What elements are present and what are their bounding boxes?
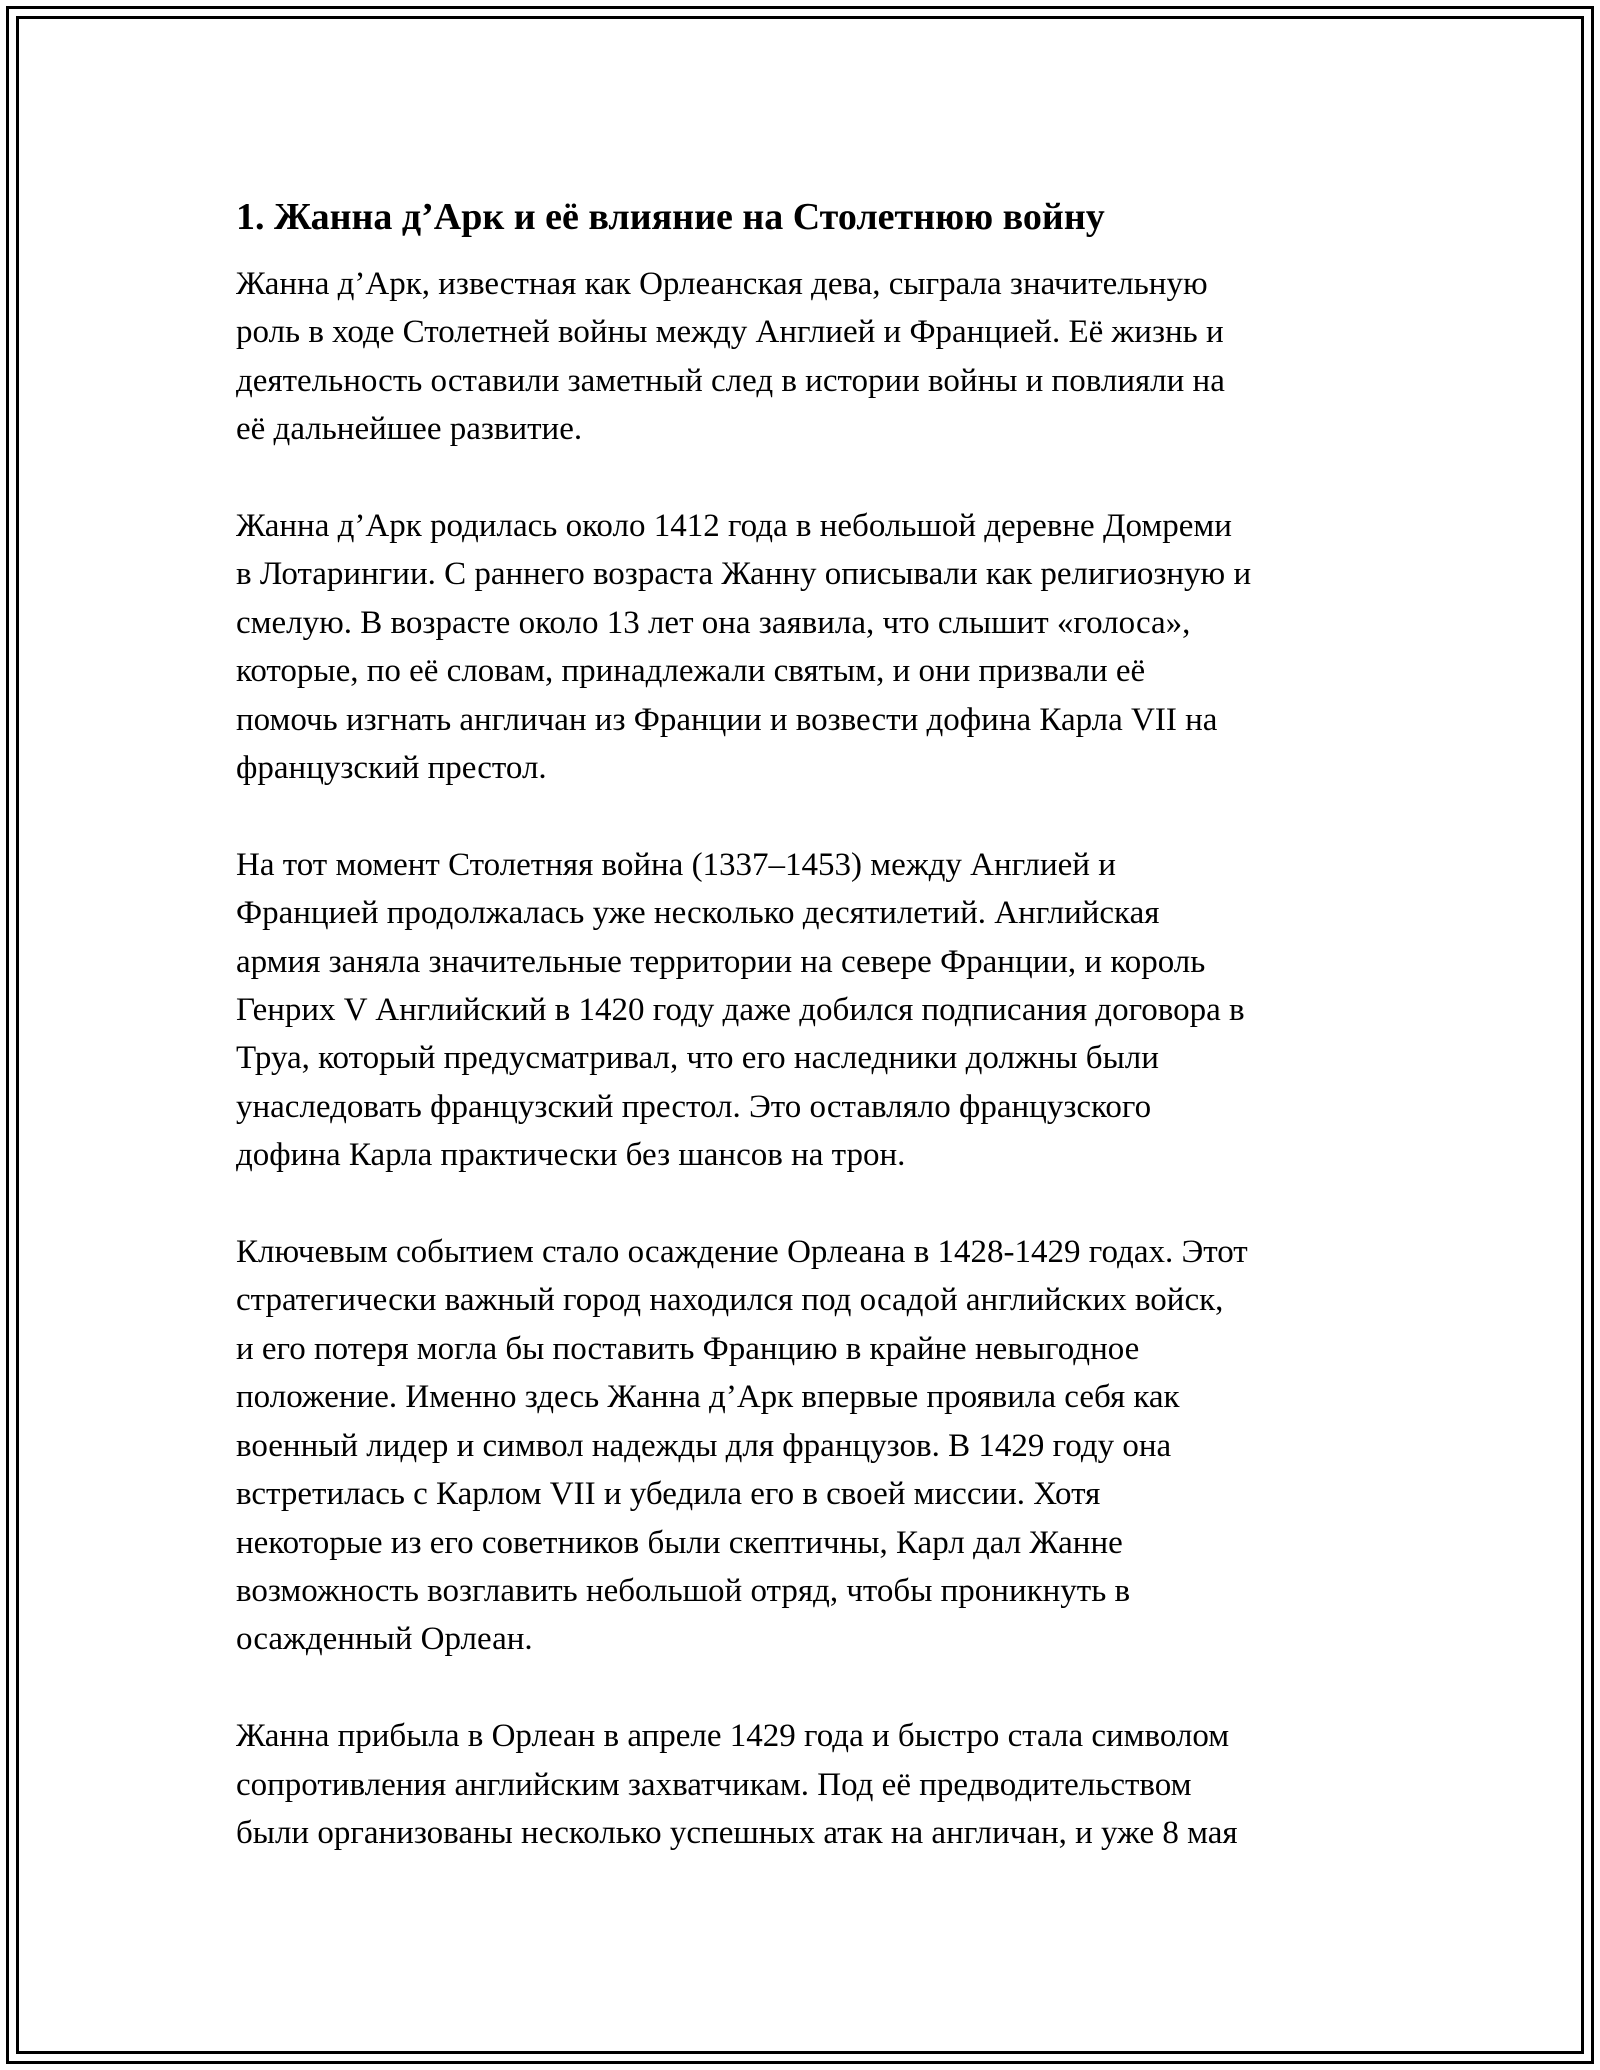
text-line: На тот момент Столетняя война (1337–1453) между Англией и <box>236 846 1116 883</box>
text-line: встретилась с Карлом VII и убедила его в своей миссии. Хотя <box>236 1476 1101 1513</box>
text-line: Труа, который предусматривал, что его наследники должны были <box>236 1040 1159 1077</box>
text-line: деятельность оставили заметный след в истории войны и повлияли на <box>236 362 1225 399</box>
text-line: французский престол. <box>236 750 547 787</box>
text-line: положение. Именно здесь Жанна д’Арк впервые проявила себя как <box>236 1379 1180 1416</box>
text-line: возможность возглавить небольшой отряд, чтобы проникнуть в <box>236 1572 1131 1609</box>
text-line: Жанна д’Арк родилась около 1412 года в небольшой деревне Домреми <box>236 508 1232 545</box>
text-line: и его потеря могла бы поставить Францию в крайне невыгодное <box>236 1330 1140 1367</box>
paragraph-2 <box>236 502 1386 792</box>
text-line: сопротивления английским захватчикам. Под её предводительством <box>236 1766 1192 1803</box>
paragraph-5 <box>236 1712 1386 1857</box>
text-line: осажденный Орлеан. <box>236 1621 533 1658</box>
text-line: смелую. В возрасте около 13 лет она заявила, что слышит «голоса», <box>236 604 1191 641</box>
text-line: были организованы несколько успешных атак на англичан, и уже 8 мая <box>236 1814 1238 1851</box>
text-line: армия заняла значительные территории на севере Франции, и король <box>236 943 1206 980</box>
document-body <box>236 188 1386 1906</box>
text-line: некоторые из его советников были скептичны, Карл дал Жанне <box>236 1524 1123 1561</box>
paragraph-3 <box>236 841 1386 1180</box>
text-line: Жанна прибыла в Орлеан в апреле 1429 года и быстро стала символом <box>236 1718 1230 1755</box>
text-line: военный лидер и символ надежды для французов. В 1429 году она <box>236 1427 1172 1464</box>
text-line: дофина Карла практически без шансов на трон. <box>236 1137 906 1174</box>
text-line: помочь изгнать англичан из Франции и возвести дофина Карла VII на <box>236 701 1218 738</box>
text-line: унаследовать французский престол. Это оставляло французского <box>236 1088 1152 1125</box>
text-line: её дальнейшее развитие. <box>236 411 583 448</box>
paragraph-1 <box>236 260 1386 454</box>
text-line: в Лотарингии. С раннего возраста Жанну описывали как религиозную и <box>236 556 1252 593</box>
paragraph-4 <box>236 1228 1386 1664</box>
section-heading: 1. Жанна д’Арк и её влияние на Столетнюю войну <box>236 196 1105 238</box>
text-line: роль в ходе Столетней войны между Англией и Францией. Её жизнь и <box>236 314 1224 351</box>
text-line: которые, по её словам, принадлежали святым, и они призвали её <box>236 653 1146 690</box>
text-line: стратегически важный город находился под осадой английских войск, <box>236 1282 1224 1319</box>
text-line: Ключевым событием стало осаждение Орлеана в 1428-1429 годах. Этот <box>236 1234 1248 1271</box>
text-line: Генрих V Английский в 1420 году даже добился подписания договора в <box>236 992 1245 1029</box>
text-line: Жанна д’Арк, известная как Орлеанская дева, сыграла значительную <box>236 266 1208 302</box>
text-line: Францией продолжалась уже несколько десятилетий. Английская <box>236 895 1160 932</box>
